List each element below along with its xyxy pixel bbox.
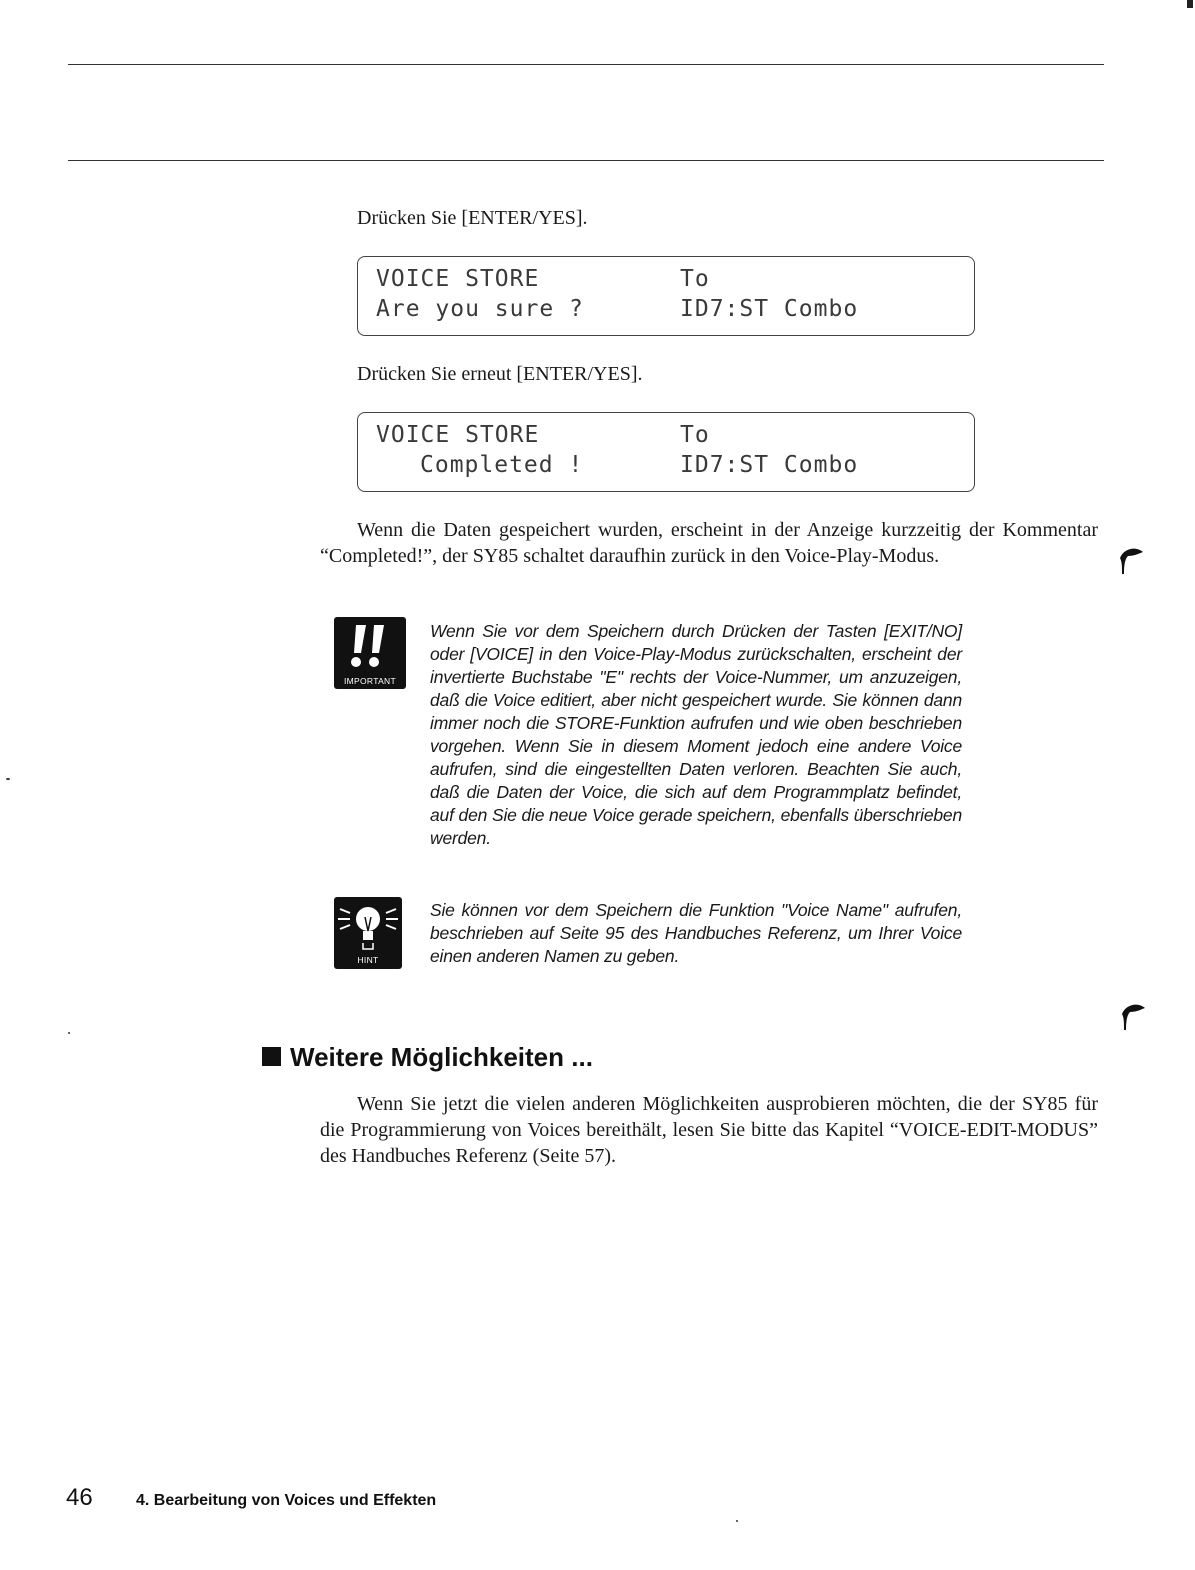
important-icon-label: IMPORTANT <box>344 676 396 686</box>
lcd-row2-left: Are you sure ? <box>376 296 584 322</box>
lcd-row2-left: Completed ! <box>420 452 584 478</box>
completed-paragraph <box>320 517 1098 569</box>
bullet-square-icon <box>262 1047 281 1066</box>
scan-speck <box>68 1032 70 1034</box>
lcd-row1-left: VOICE STORE <box>376 266 540 292</box>
hint-note: Sie können vor dem Speichern die Funktion "Voice Name" aufrufen, beschrieben auf Seite 95 des Handbuches Referenz, um Ihrer Voice einen anderen Namen zu geben. <box>430 900 962 966</box>
lcd-display-confirm <box>357 256 975 336</box>
lcd-row2-right: ID7:ST Combo <box>680 452 859 478</box>
important-icon <box>334 617 406 689</box>
lcd-row1-right: To <box>680 422 710 448</box>
instruction-press-enter-again: Drücken Sie erneut [ENTER/YES]. <box>357 363 643 385</box>
header-rule-top <box>68 64 1104 65</box>
scan-smudge-mark <box>1118 1000 1148 1036</box>
section-paragraph <box>320 1091 1098 1169</box>
completed-paragraph-text: Wenn die Daten gespeichert wurden, erscheint in der Anzeige kurzzeitig der Kommentar “Completed!”, der SY85 schaltet daraufhin zurück in den Voice-Play-Modus. <box>320 519 1098 567</box>
lcd-display-completed <box>357 412 975 492</box>
exclamation-icon <box>334 617 406 675</box>
lcd-row2-right: ID7:ST Combo <box>680 296 859 322</box>
important-note: Wenn Sie vor dem Speichern durch Drücken der Tasten [EXIT/NO] oder [VOICE] in den Voice-Play-Modus zurückschalten, erscheint der invertierte Buchstabe "E" rechts der Voice-Nummer, um anzuzeigen, daß die Voice editiert, aber nicht gespeichert wurde. Sie können dann immer noch die STORE-Funktion aufrufen und wie oben beschrieben vorgehen. Wenn Sie in diesem Moment jedoch eine andere Voice aufrufen, sind die eingestellten Daten verloren. Beachten Sie auch, daß die Daten der Voice, die sich auf dem Programmplatz befindet, auf den Sie die neue Voice gerade speichern, ebenfalls überschrieben werden. <box>430 621 962 848</box>
chapter-title: 4. Bearbeitung von Voices und Effekten <box>136 1492 437 1509</box>
hint-icon <box>334 897 402 969</box>
scan-smudge-mark <box>1116 544 1146 580</box>
lcd-row1-right: To <box>680 266 710 292</box>
lcd-row1-left: VOICE STORE <box>376 422 540 448</box>
scan-corner-mark <box>1187 0 1193 8</box>
page-number: 46 <box>66 1484 93 1511</box>
section-heading-text: Weitere Möglichkeiten ... <box>290 1042 593 1072</box>
instruction-press-enter: Drücken Sie [ENTER/YES]. <box>357 207 588 229</box>
section-paragraph-text: Wenn Sie jetzt die vielen anderen Möglichkeiten ausprobieren möchten, die der SY85 für die Programmierung von Voices bereithält, lesen Sie bitte das Kapitel “VOICE-EDIT-MODUS” des Handbuches Referenz (Seite 57). <box>320 1093 1098 1167</box>
hint-icon-label: HINT <box>357 955 379 965</box>
section-heading <box>262 1040 593 1074</box>
scan-speck <box>736 1520 738 1522</box>
scan-speck <box>6 778 10 780</box>
header-rule-second <box>68 160 1104 161</box>
lightbulb-icon <box>334 897 402 955</box>
